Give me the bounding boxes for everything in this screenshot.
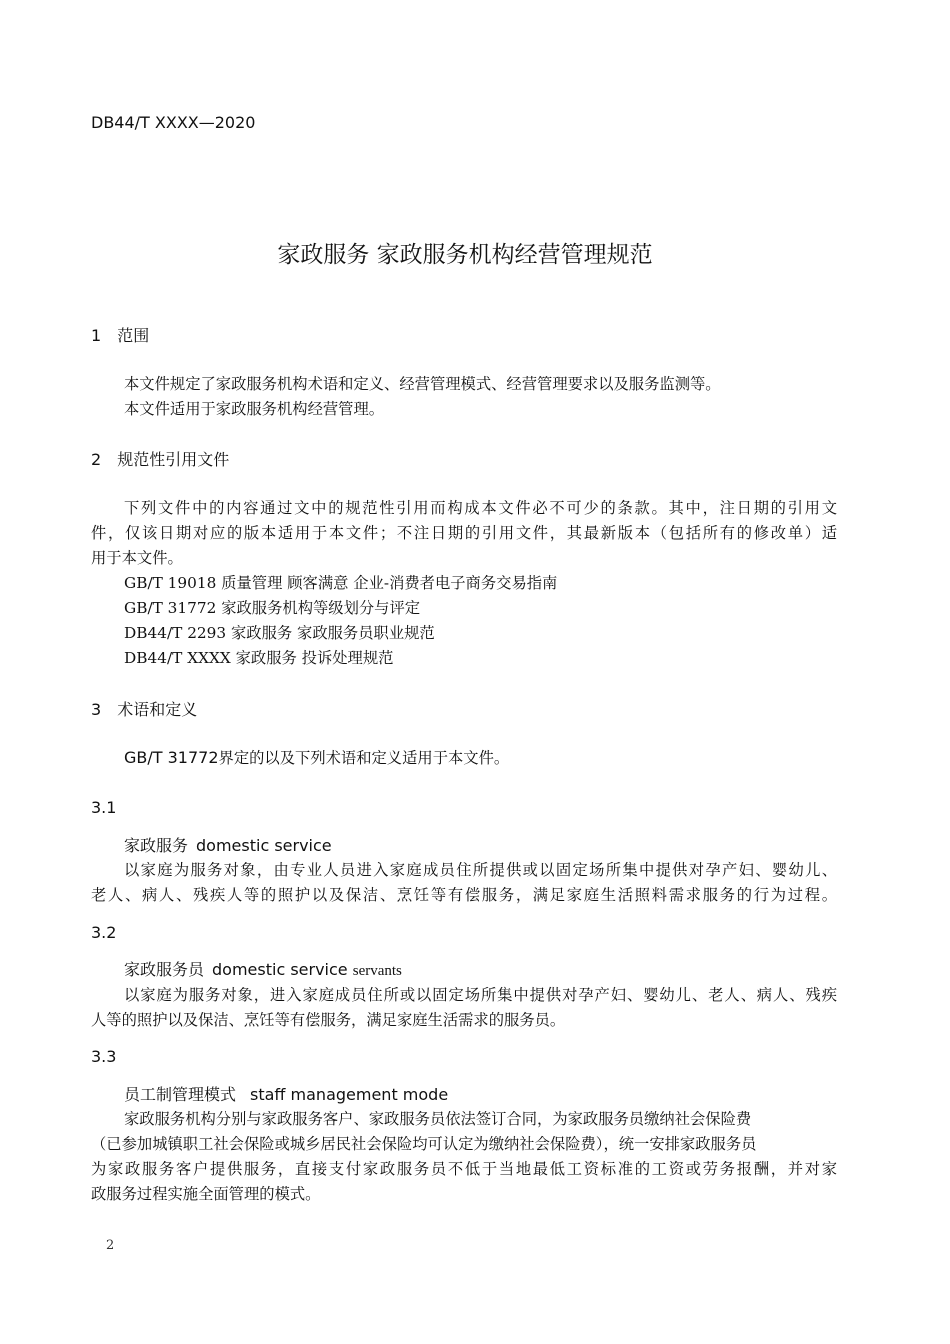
definition-line: 以家庭为服务对象，由专业人员进入家庭成员住所提供或以固定场所集中提供对孕产妇、婴幼儿、: [124, 861, 839, 879]
section-title: 规范性引用文件: [117, 450, 230, 469]
reference-item: GB/T 19018 质量管理 顾客满意 企业-消费者电子商务交易指南: [124, 574, 558, 592]
section-number: 1: [91, 326, 102, 345]
term-number: 3.3: [91, 1047, 117, 1066]
standard-code: GB/T 31772: [124, 748, 219, 767]
section-title: 范围: [117, 326, 150, 345]
reference-item: GB/T 31772 家政服务机构等级划分与评定: [124, 599, 421, 617]
page-number: 2: [106, 1238, 115, 1253]
definition-line: 为家政服务客户提供服务，直接支付家政服务员不低于当地最低工资标准的工资或劳务报酬，并对家: [91, 1160, 839, 1178]
paragraph-line: 用于本文件。: [91, 549, 183, 567]
section-title: 术语和定义: [117, 700, 198, 719]
definition-line: 人等的照护以及保洁、烹饪等有偿服务，满足家庭生活需求的服务员。: [91, 1011, 566, 1029]
term-title: [124, 960, 402, 980]
section-number: 2: [91, 450, 102, 469]
definition-line: 家政服务机构分别与家政服务客户、家政服务员依法签订合同，为家政服务员缴纳社会保险费: [124, 1110, 752, 1128]
term-en-extra: servants: [352, 963, 402, 979]
reference-item: DB44/T 2293 家政服务 家政服务员职业规范: [124, 624, 435, 642]
term-number: 3.2: [91, 923, 117, 942]
reference-item: DB44/T XXXX 家政服务 投诉处理规范: [124, 649, 394, 667]
section-1-heading: [91, 326, 149, 346]
definition-line: 政服务过程实施全面管理的模式。: [91, 1185, 321, 1203]
intro-text: 界定的以及下列术语和定义适用于本文件。: [218, 749, 510, 767]
document-code-header: DB44/T XXXX—2020: [91, 113, 256, 132]
term-zh: 家政服务员: [124, 960, 205, 979]
paragraph-line: 下列文件中的内容通过文中的规范性引用而构成本文件必不可少的条款。其中，注日期的引用文: [124, 499, 839, 517]
term-en: domestic service: [212, 960, 348, 979]
paragraph-line: 件，仅该日期对应的版本适用于本文件；不注日期的引用文件，其最新版本（包括所有的修改单）适: [91, 524, 839, 542]
definition-line: 以家庭为服务对象，进入家庭成员住所或以固定场所集中提供对孕产妇、婴幼儿、老人、病人、残疾: [124, 986, 838, 1004]
term-number: 3.1: [91, 798, 117, 817]
term-zh: 家政服务: [124, 836, 189, 855]
term-title: [124, 836, 332, 856]
document-title: 家政服务 家政服务机构经营管理规范: [277, 242, 653, 268]
section-number: 3: [91, 700, 102, 719]
term-en: domestic service: [196, 836, 332, 855]
term-zh: 员工制管理模式: [124, 1085, 237, 1104]
definition-line: （已参加城镇职工社会保险或城乡居民社会保险均可认定为缴纳社会保险费），统一安排家政服务员: [91, 1135, 757, 1153]
section-3-intro: [124, 748, 509, 768]
section-2-heading: [91, 450, 229, 470]
term-title: [124, 1085, 448, 1105]
section-3-heading: [91, 700, 197, 720]
paragraph-line: 本文件规定了家政服务机构术语和定义、经营管理模式、经营管理要求以及服务监测等。: [124, 375, 721, 393]
definition-line: 老人、病人、残疾人等的照护以及保洁、烹饪等有偿服务，满足家庭生活照料需求服务的行为过程。: [91, 886, 839, 904]
term-en: staff management mode: [250, 1085, 449, 1104]
paragraph-line: 本文件适用于家政服务机构经营管理。: [124, 400, 385, 418]
